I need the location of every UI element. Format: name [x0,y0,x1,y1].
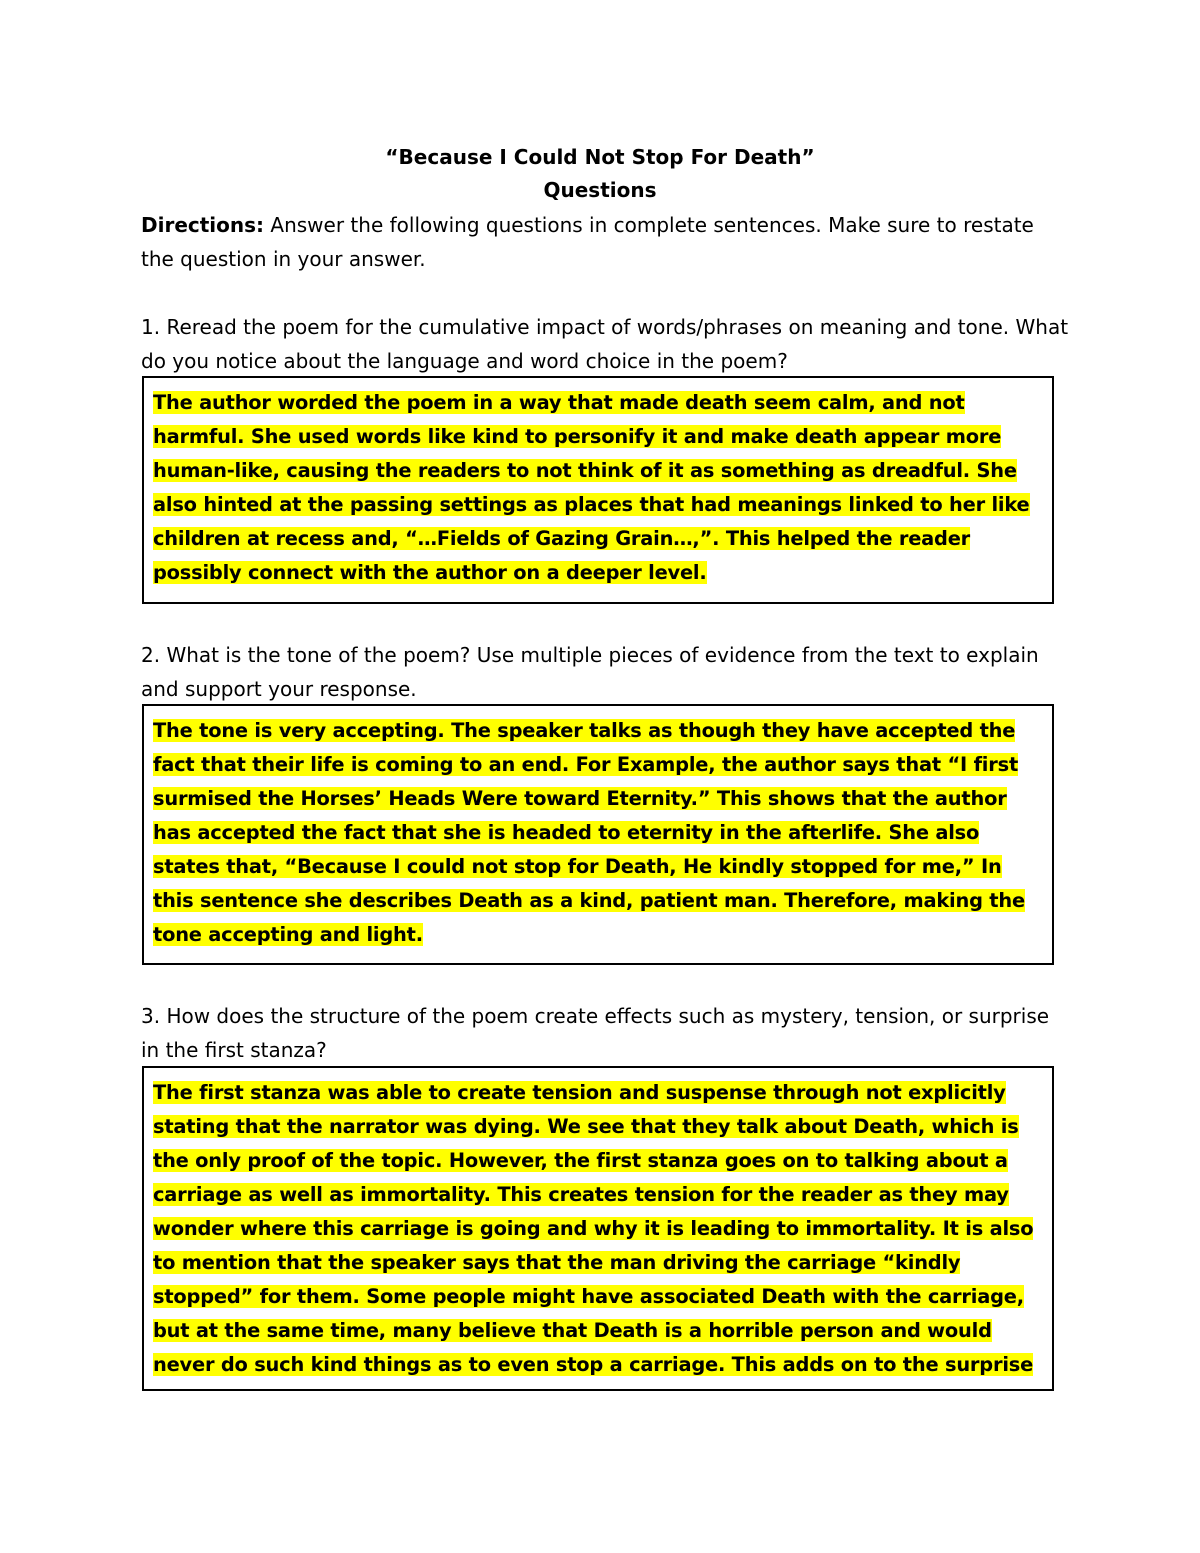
document-title: “Because I Could Not Stop For Death” [385,145,815,169]
answer-3-paragraph [153,1076,1044,1382]
document-subtitle: Questions [543,178,657,202]
answer-1-text: The author worded the poem in a way that made death seem calm, and not harmful. She used words like kind to personify it and make death appear more human-like, causing the readers to not think of it as something as dreadful. She also hinted at the passing settings as places that had meanings linked to her like children at recess and, “…Fields of Gazing Grain…,”. This helped the reader possibly connect with the author on a deeper level. [153,391,1030,584]
answer-box-1 [142,376,1054,604]
directions-paragraph [141,208,1071,276]
answer-box-3 [142,1066,1054,1391]
question-1-prompt: 1. Reread the poem for the cumulative impact of words/phrases on meaning and tone. What do you notice about the language and word choice in the poem? [141,315,1069,373]
question-2-prompt: 2. What is the tone of the poem? Use multiple pieces of evidence from the text to explain and support your response. [141,643,1039,701]
directions-label: Directions: [141,213,265,237]
answer-2-paragraph [153,714,1044,952]
directions-text: Answer the following questions in complete sentences. Make sure to restate the question in your answer. [141,213,1034,271]
answer-2-text: The tone is very accepting. The speaker talks as though they have accepted the fact that their life is coming to an end. For Example, the author says that “I first surmised the Horses’ Heads Were toward Eternity.” This shows that the author has accepted the fact that she is headed to eternity in the afterlife. She also states that, “Because I could not stop for Death, He kindly stopped for me,” In this sentence she describes Death as a kind, patient man. Therefore, making the tone accepting and light. [153,719,1025,946]
question-3-prompt: 3. How does the structure of the poem create effects such as mystery, tension, or surprise in the first stanza? [141,1004,1050,1062]
answer-3-text: The first stanza was able to create tension and suspense through not explicitly stating that the narrator was dying. We see that they talk about Death, which is the only proof of the topic. However, the first stanza goes on to talking about a carriage as well as immortality. This creates tension for the reader as they may wonder where this carriage is going and why it is leading to immortality. It is also to mention that the speaker says that the man driving the carriage “kindly stopped” for them. Some people might have associated Death with the carriage, but at the same time, many believe that Death is a horrible person and would never do such kind things as to even stop a carriage. This adds on to the surprise [153,1081,1034,1376]
answer-1-paragraph [153,386,1044,590]
answer-box-2 [142,704,1054,965]
